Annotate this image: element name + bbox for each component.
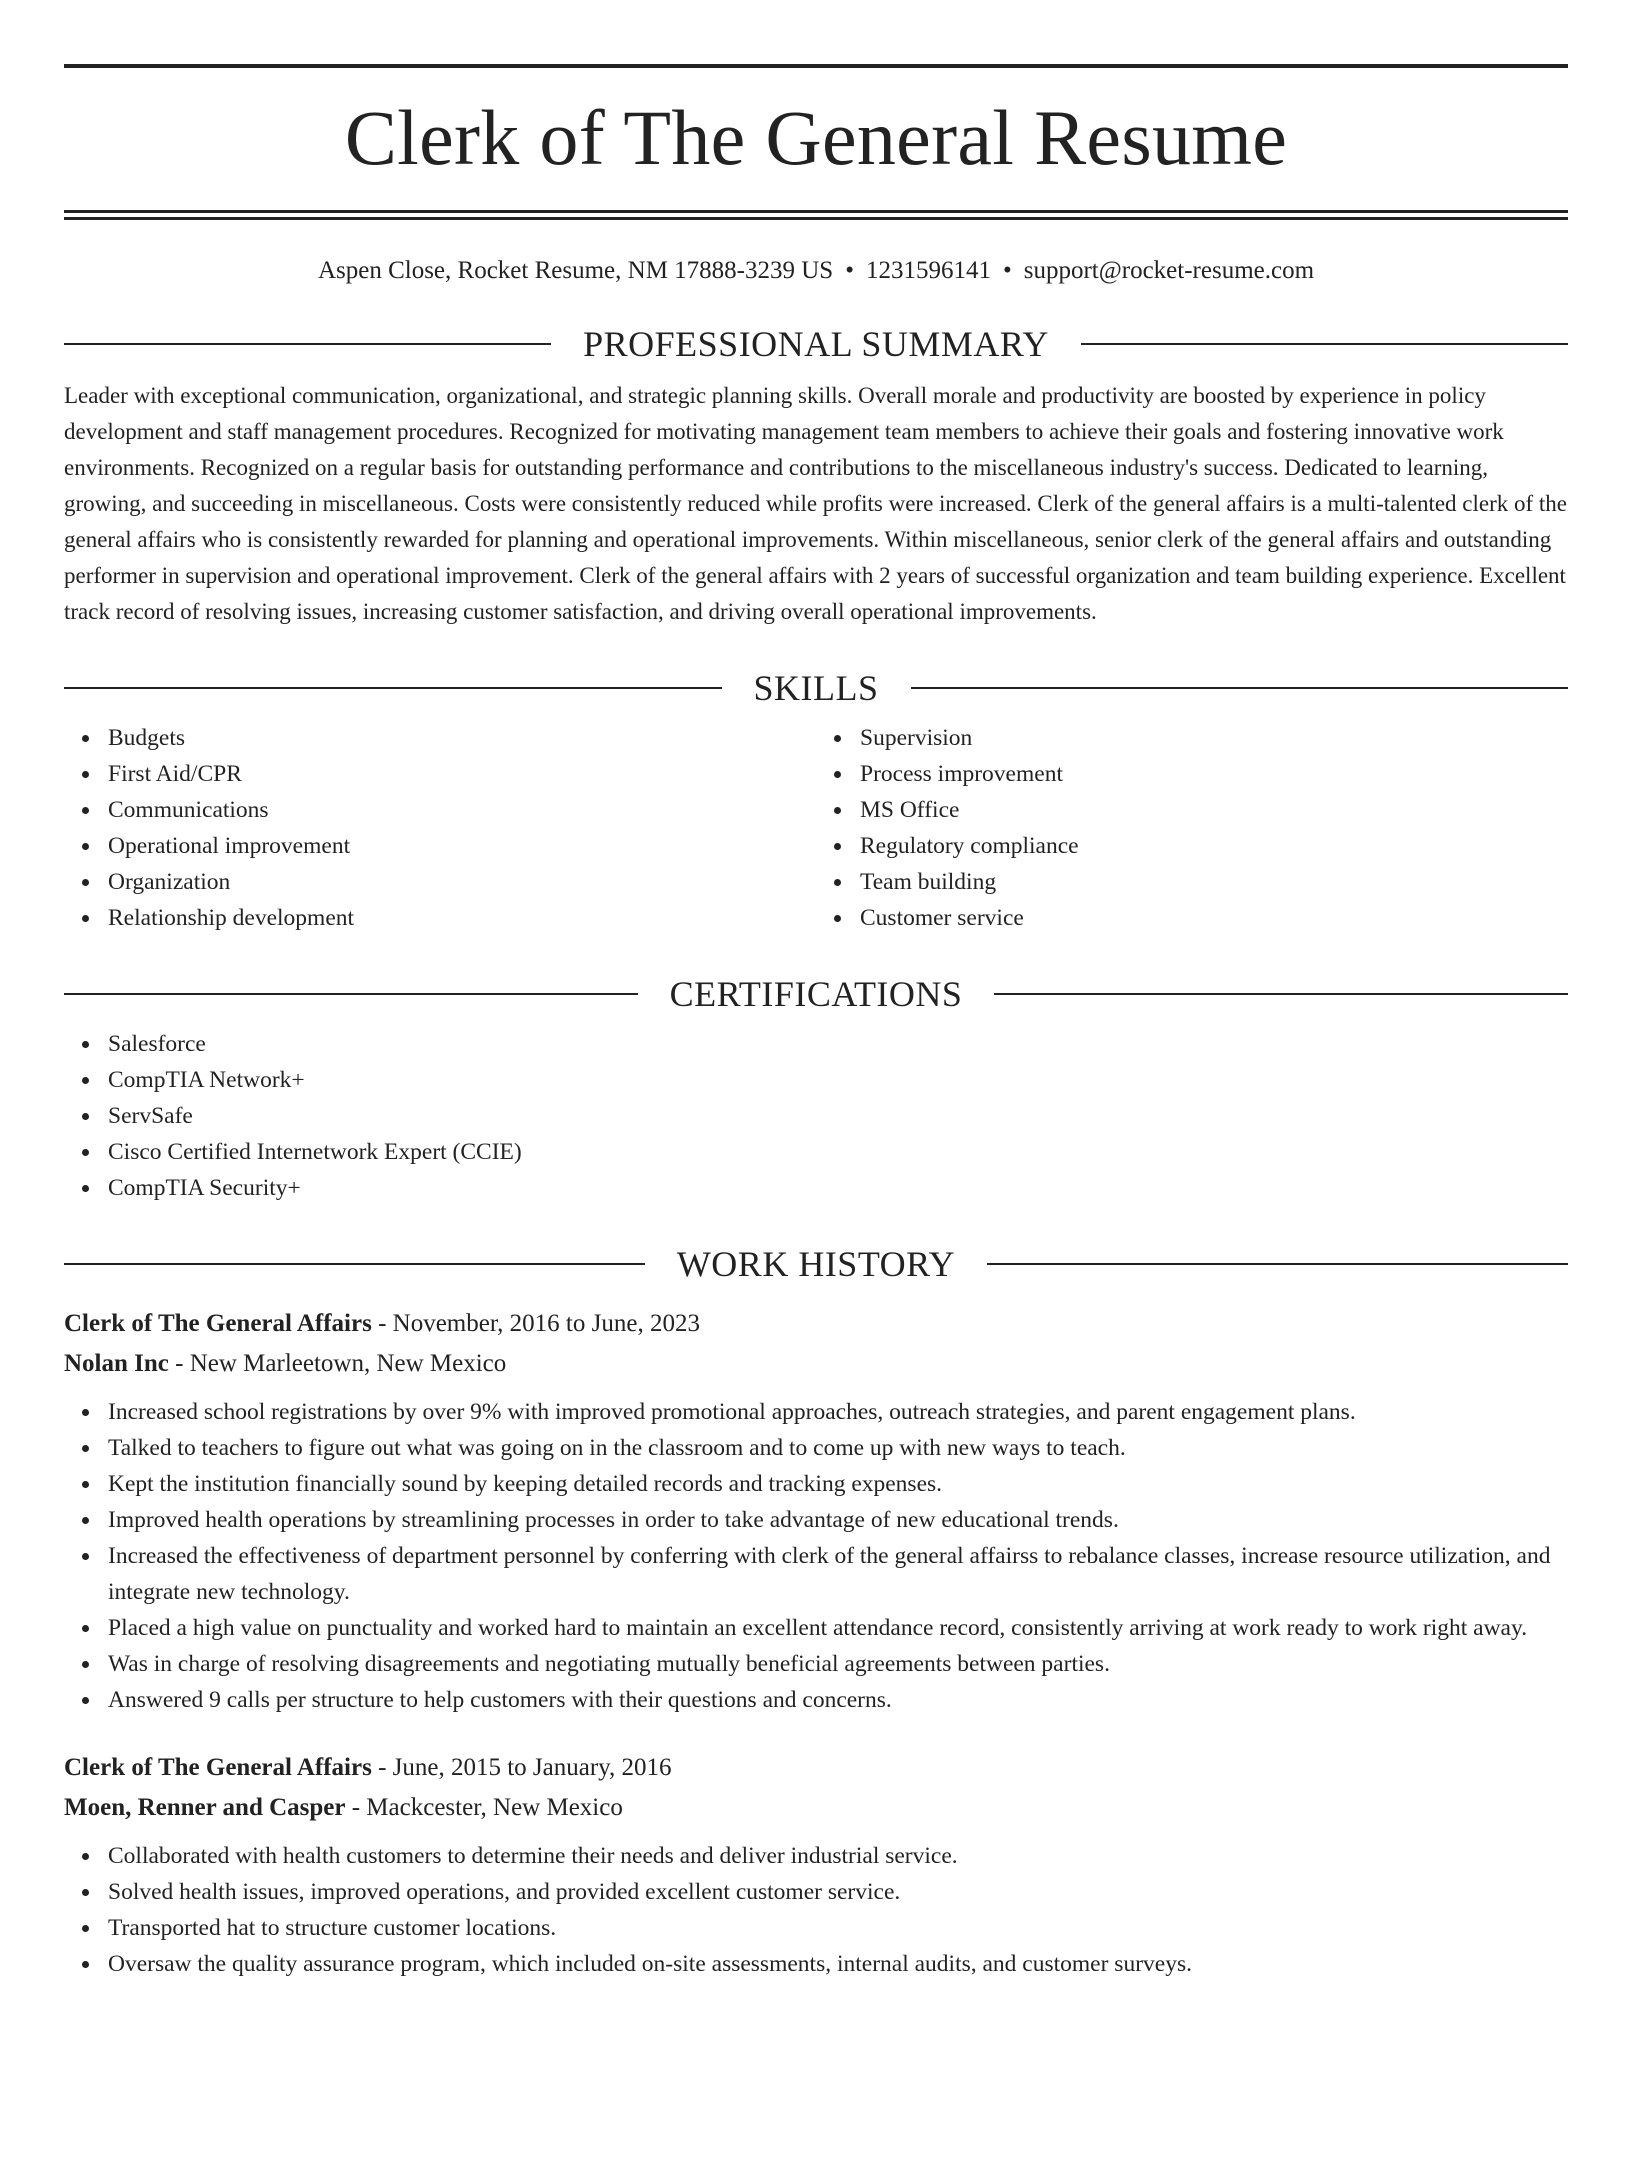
list-item: Communications — [108, 792, 816, 828]
job-entry — [64, 1748, 1568, 1982]
list-item: First Aid/CPR — [108, 756, 816, 792]
skills-list-left — [64, 720, 816, 936]
job-location: - New Marleetown, New Mexico — [168, 1350, 507, 1377]
work-history-section-heading — [64, 1244, 1568, 1284]
list-item: Relationship development — [108, 900, 816, 936]
job-entry — [64, 1304, 1568, 1718]
list-item: Organization — [108, 864, 816, 900]
list-item: Process improvement — [860, 756, 1568, 792]
list-item: Collaborated with health customers to determine their needs and deliver industrial service. — [108, 1838, 1568, 1874]
skills-section-heading — [64, 668, 1568, 708]
certifications-heading: CERTIFICATIONS — [669, 974, 963, 1014]
list-item: Budgets — [108, 720, 816, 756]
job-title-line — [64, 1748, 1568, 1788]
job-location: - Mackcester, New Mexico — [345, 1794, 623, 1821]
list-item: Regulatory compliance — [860, 828, 1568, 864]
job-company-line — [64, 1788, 1568, 1828]
summary-section-heading — [64, 324, 1568, 364]
title-double-rule — [64, 210, 1568, 220]
job-company: Moen, Renner and Casper — [64, 1794, 346, 1821]
skills-columns — [64, 720, 1568, 936]
contact-line — [64, 256, 1568, 286]
list-item: Answered 9 calls per structure to help customers with their questions and concerns. — [108, 1682, 1568, 1718]
list-item: Customer service — [860, 900, 1568, 936]
list-item: Placed a high value on punctuality and worked hard to maintain an excellent attendance record, consistently arriving at work ready to work right away. — [108, 1610, 1568, 1646]
certifications-section-heading — [64, 974, 1568, 1014]
work-history-heading: WORK HISTORY — [676, 1244, 956, 1284]
contact-separator: • — [845, 257, 854, 284]
contact-separator: • — [1002, 257, 1012, 284]
list-item: ServSafe — [108, 1098, 1568, 1134]
list-item: Oversaw the quality assurance program, which included on-site assessments, internal audits, and customer surveys. — [108, 1946, 1568, 1982]
job-title-line — [64, 1304, 1568, 1344]
list-item: Was in charge of resolving disagreements and negotiating mutually beneficial agreements between parties. — [108, 1646, 1568, 1682]
list-item: Kept the institution financially sound by keeping detailed records and tracking expenses. — [108, 1466, 1568, 1502]
list-item: Operational improvement — [108, 828, 816, 864]
list-item: CompTIA Network+ — [108, 1062, 1568, 1098]
list-item: Solved health issues, improved operations, and provided excellent customer service. — [108, 1874, 1568, 1910]
list-item: Salesforce — [108, 1026, 1568, 1062]
job-dates: - November, 2016 to June, 2023 — [371, 1310, 700, 1337]
certifications-list — [64, 1026, 1568, 1206]
summary-heading: PROFESSIONAL SUMMARY — [583, 324, 1049, 364]
job-bullets — [64, 1838, 1568, 1982]
summary-text: Leader with exceptional communication, organizational, and strategic planning skills. Overall morale and productivity are boosted by experience in policy development and staff management procedures. Recognized for motivating management team members to achieve their goals and fostering innovative work environments. Recognized on a regular basis for outstanding performance and contributions to the miscellaneous industry's success. Dedicated to learning, growing, and succeeding in miscellaneous. Costs were consistently reduced while profits were increased. Clerk of the general affairs is a multi-talented clerk of the general affairs who is consistently rewarded for planning and operational improvements. Within miscellaneous, senior clerk of the general affairs and outstanding performer in supervision and operational improvement. Clerk of the general affairs with 2 years of successful organization and team building experience. Excellent track record of resolving issues, increasing customer satisfaction, and driving overall operational improvements. — [64, 383, 1568, 624]
list-item: Team building — [860, 864, 1568, 900]
contact-phone: 1231596141 — [865, 257, 991, 284]
job-company: Nolan Inc — [64, 1350, 169, 1377]
job-bullets — [64, 1394, 1568, 1718]
skills-list-right — [816, 720, 1568, 936]
contact-email: support@rocket-resume.com — [1023, 257, 1315, 284]
job-company-line — [64, 1344, 1568, 1384]
list-item: Supervision — [860, 720, 1568, 756]
job-title: Clerk of The General Affairs — [64, 1754, 372, 1781]
list-item: Increased the effectiveness of department personnel by conferring with clerk of the general affairss to rebalance classes, increase resource utilization, and integrate new technology. — [108, 1538, 1568, 1610]
resume-title: Clerk of The General Resume — [344, 94, 1288, 181]
list-item: Talked to teachers to figure out what was going on in the classroom and to come up with new ways to teach. — [108, 1430, 1568, 1466]
skills-heading: SKILLS — [753, 668, 879, 708]
job-dates: - June, 2015 to January, 2016 — [371, 1754, 672, 1781]
list-item: Cisco Certified Internetwork Expert (CCIE) — [108, 1134, 1568, 1170]
list-item: MS Office — [860, 792, 1568, 828]
contact-address: Aspen Close, Rocket Resume, NM 17888-3239 US — [317, 257, 834, 284]
list-item: CompTIA Security+ — [108, 1170, 1568, 1206]
list-item: Improved health operations by streamlining processes in order to take advantage of new educational trends. — [108, 1502, 1568, 1538]
resume-page — [0, 64, 1632, 2176]
list-item: Transported hat to structure customer locations. — [108, 1910, 1568, 1946]
top-rule — [64, 64, 1568, 68]
job-title: Clerk of The General Affairs — [64, 1310, 372, 1337]
list-item: Increased school registrations by over 9% with improved promotional approaches, outreach strategies, and parent engagement plans. — [108, 1394, 1568, 1430]
